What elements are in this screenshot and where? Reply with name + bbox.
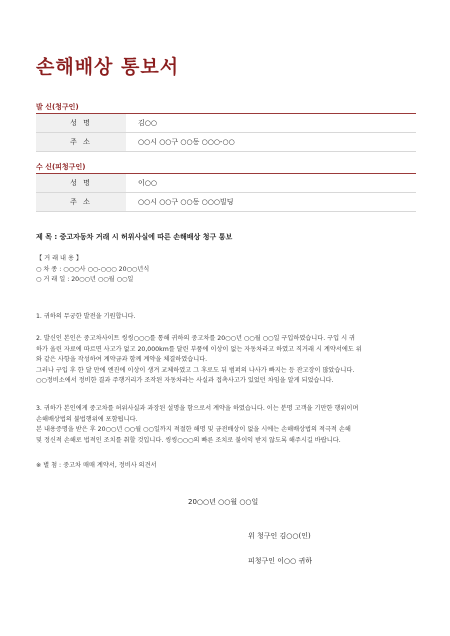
paragraph-2 bbox=[36, 334, 418, 387]
respondent-line: 피청구인 이○○ 귀하 bbox=[248, 557, 312, 565]
receiver-address-label: 주 소 bbox=[36, 193, 126, 211]
paragraph-3-line: 및 정신적 손해로 법적인 조치를 취할 것입니다. 씽씽○○○의 빠른 조치로 불이익 받지 않도록 해주시길 바랍니다. bbox=[36, 436, 341, 444]
sender-address-value: ○○시 ○○구 ○○동 ○○○-○○ bbox=[138, 138, 235, 146]
paragraph-1: 1. 귀하의 무궁한 발전을 기원합니다. bbox=[36, 313, 136, 320]
transaction-heading: 【 거 래 내 용 】 bbox=[36, 255, 83, 262]
receiver-name-value: 이○○ bbox=[138, 179, 157, 187]
sender-section-label: 발 신(청구인) bbox=[36, 103, 79, 111]
paragraph-3 bbox=[36, 404, 418, 446]
claimant-signature: 위 청구인 김○○(인) bbox=[248, 532, 311, 540]
document-date: 20○○년 ○○월 ○○일 bbox=[188, 498, 259, 506]
paragraph-3-line: 본 내용증명을 받은 후 20○○년 ○○월 ○○일까지 적절한 해명 및 금전배상이 없을 시에는 손해배상법의 적극적 손해 bbox=[36, 426, 351, 433]
paragraph-2-line: 와 같은 사항을 작성하여 계약금과 함께 계약을 체결하였습니다. bbox=[36, 356, 208, 363]
receiver-address-value: ○○시 ○○구 ○○동 ○○○빌딩 bbox=[138, 198, 234, 206]
paragraph-3-line: 손해배상법의 불법행위에 포함됩니다. bbox=[36, 415, 138, 423]
sender-name-label: 성 명 bbox=[36, 114, 126, 132]
transaction-details bbox=[36, 254, 418, 286]
subject-line: 제 목 : 중고자동차 거래 시 허위사실에 따른 손해배상 청구 통보 bbox=[36, 233, 233, 241]
attachment-line: ※ 별 첨 : 중고차 매매 계약서, 정비사 의견서 bbox=[36, 462, 157, 469]
paragraph-3-line: 3. 귀하가 본인에게 중고차를 허위사실과 과장된 설명을 함으로서 계약을 하였습니다. 이는 분명 고객을 기만한 행위이며 bbox=[36, 405, 359, 412]
sender-address-label: 주 소 bbox=[36, 133, 126, 151]
paragraph-2-line: ○○정비소에서 정비한 결과 주행거리가 조작된 자동차라는 사실과 접촉사고가 있었던 차임을 알게 되었습니다. bbox=[36, 377, 334, 384]
sender-name-row bbox=[36, 114, 416, 133]
receiver-name-label: 성 명 bbox=[36, 174, 126, 192]
sender-address-row bbox=[36, 133, 416, 152]
receiver-section-label: 수 신(피청구인) bbox=[36, 163, 86, 171]
transaction-date: ○ 거 래 일 : 20○○년 ○○월 ○○일 bbox=[36, 276, 134, 283]
receiver-address-row bbox=[36, 193, 416, 212]
paragraph-2-line: 그러나 구입 후 한 달 만에 엔진에 이상이 생겨 교체하였고 그 후로도 뒤 범퍼의 나사가 빠지는 등 잔고장이 많았습니다. bbox=[36, 366, 355, 374]
transaction-vehicle: ○ 차 종 : ○○○사 ○○-○○○ 20○○년식 bbox=[36, 265, 150, 273]
paragraph-2-line: 2. 발신인 본인은 중고차사이트 씽씽○○○를 통해 귀하의 중고차를 20○○년 ○○월 ○○일 구입하였습니다. 구입 시 귀 bbox=[36, 335, 355, 342]
paragraph-2-line: 하가 올린 자료에 따르면 사고가 없고 20,000km를 달린 부품에 이상이 없는 자동차라고 하였고 직거래 시 계약서에도 위 bbox=[36, 345, 362, 353]
receiver-name-row bbox=[36, 174, 416, 193]
sender-name-value: 김○○ bbox=[138, 119, 157, 127]
document-title: 손해배상 통보서 bbox=[36, 56, 180, 78]
